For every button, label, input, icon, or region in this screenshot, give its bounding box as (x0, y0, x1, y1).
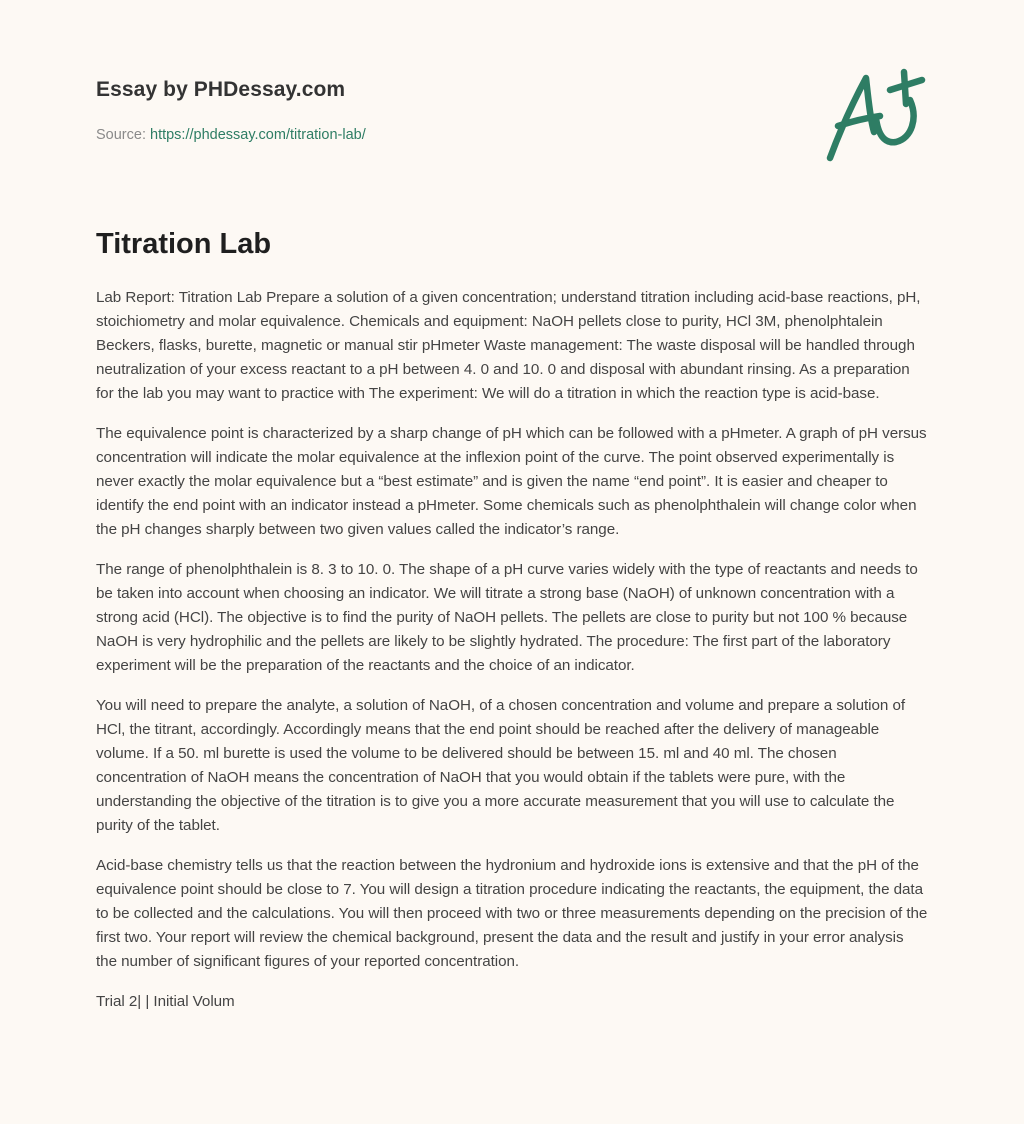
source-line (96, 125, 928, 145)
article-paragraph-3: The range of phenolphthalein is 8. 3 to 10. 0. The shape of a pH curve varies widely with the type of reactants and needs to be taken into account when choosing an indicator. We will titrate a strong base (NaOH) of unknown concentration with a strong acid (HCl). The objective is to find the purity of NaOH pellets. The pellets are close to purity but not 100 % because NaOH is very hydrophilic and the pellets are likely to be slightly hydrated. The procedure: The first part of the laboratory experiment will be the preparation of the reactants and the choice of an indicator. (96, 561, 918, 674)
page-header (96, 74, 928, 145)
site-title: Essay by PHDessay.com (96, 78, 346, 101)
article-paragraph-6: Trial 2| | Initial Volum (96, 993, 235, 1010)
article-title: Titration Lab (96, 228, 272, 260)
article-paragraph-4: You will need to prepare the analyte, a solution of NaOH, of a chosen concentration and volume and prepare a solution of HCl, the titrant, accordingly. Accordingly means that the end point should be reached after the delivery of manageable volume. If a 50. ml burette is used the volume to be delivered should be between 15. ml and 40 ml. The chosen concentration of NaOH means the concentration of NaOH that you would obtain if the tablets were pure, with the understanding the objective of the titration is to give you a more accurate measurement that you will use to calculate the purity of the tablet. (96, 697, 906, 834)
article-paragraph-1: Lab Report: Titration Lab Prepare a solution of a given concentration; understand titration including acid-base reactions, pH, stoichiometry and molar equivalence. Chemicals and equipment: NaOH pellets close to purity, HCl 3M, phenolphtalein Beckers, flasks, burette, magnetic or manual stir pHmeter Waste management: The waste disposal will be handled through neutralization of your excess reactant to a pH between 4. 0 and 10. 0 and disposal with abundant rinsing. As a preparation for the lab you may want to practice with The experiment: We will do a titration in which the reaction type is acid-base. (96, 289, 921, 402)
article (96, 224, 928, 1030)
source-label: Source: (96, 127, 150, 143)
source-link[interactable]: https://phdessay.com/titration-lab/ (150, 127, 366, 143)
article-paragraph-5: Acid-base chemistry tells us that the reaction between the hydronium and hydroxide ions is extensive and that the pH of the equivalence point should be close to 7. You will design a titration procedure indicating the reactants, the equipment, the data to be collected and the calculations. You will then proceed with two or three measurements depending on the precision of the first two. Your report will review the chemical background, present the data and the result and justify in your error analysis the number of significant figures of your reported concentration. (96, 857, 928, 970)
article-paragraph-2: The equivalence point is characterized by a sharp change of pH which can be followed with a pHmeter. A graph of pH versus concentration will indicate the molar equivalence at the inflexion point of the curve. The point observed experimentally is never exactly the molar equivalence but a “best estimate” and is given the name “end point”. It is easier and cheaper to identify the end point with an indicator instead a pHmeter. Some chemicals such as phenolphthalein will change color when the pH changes sharply between two given values called the indicator’s range. (96, 425, 927, 538)
a-plus-grade-icon (820, 66, 930, 166)
